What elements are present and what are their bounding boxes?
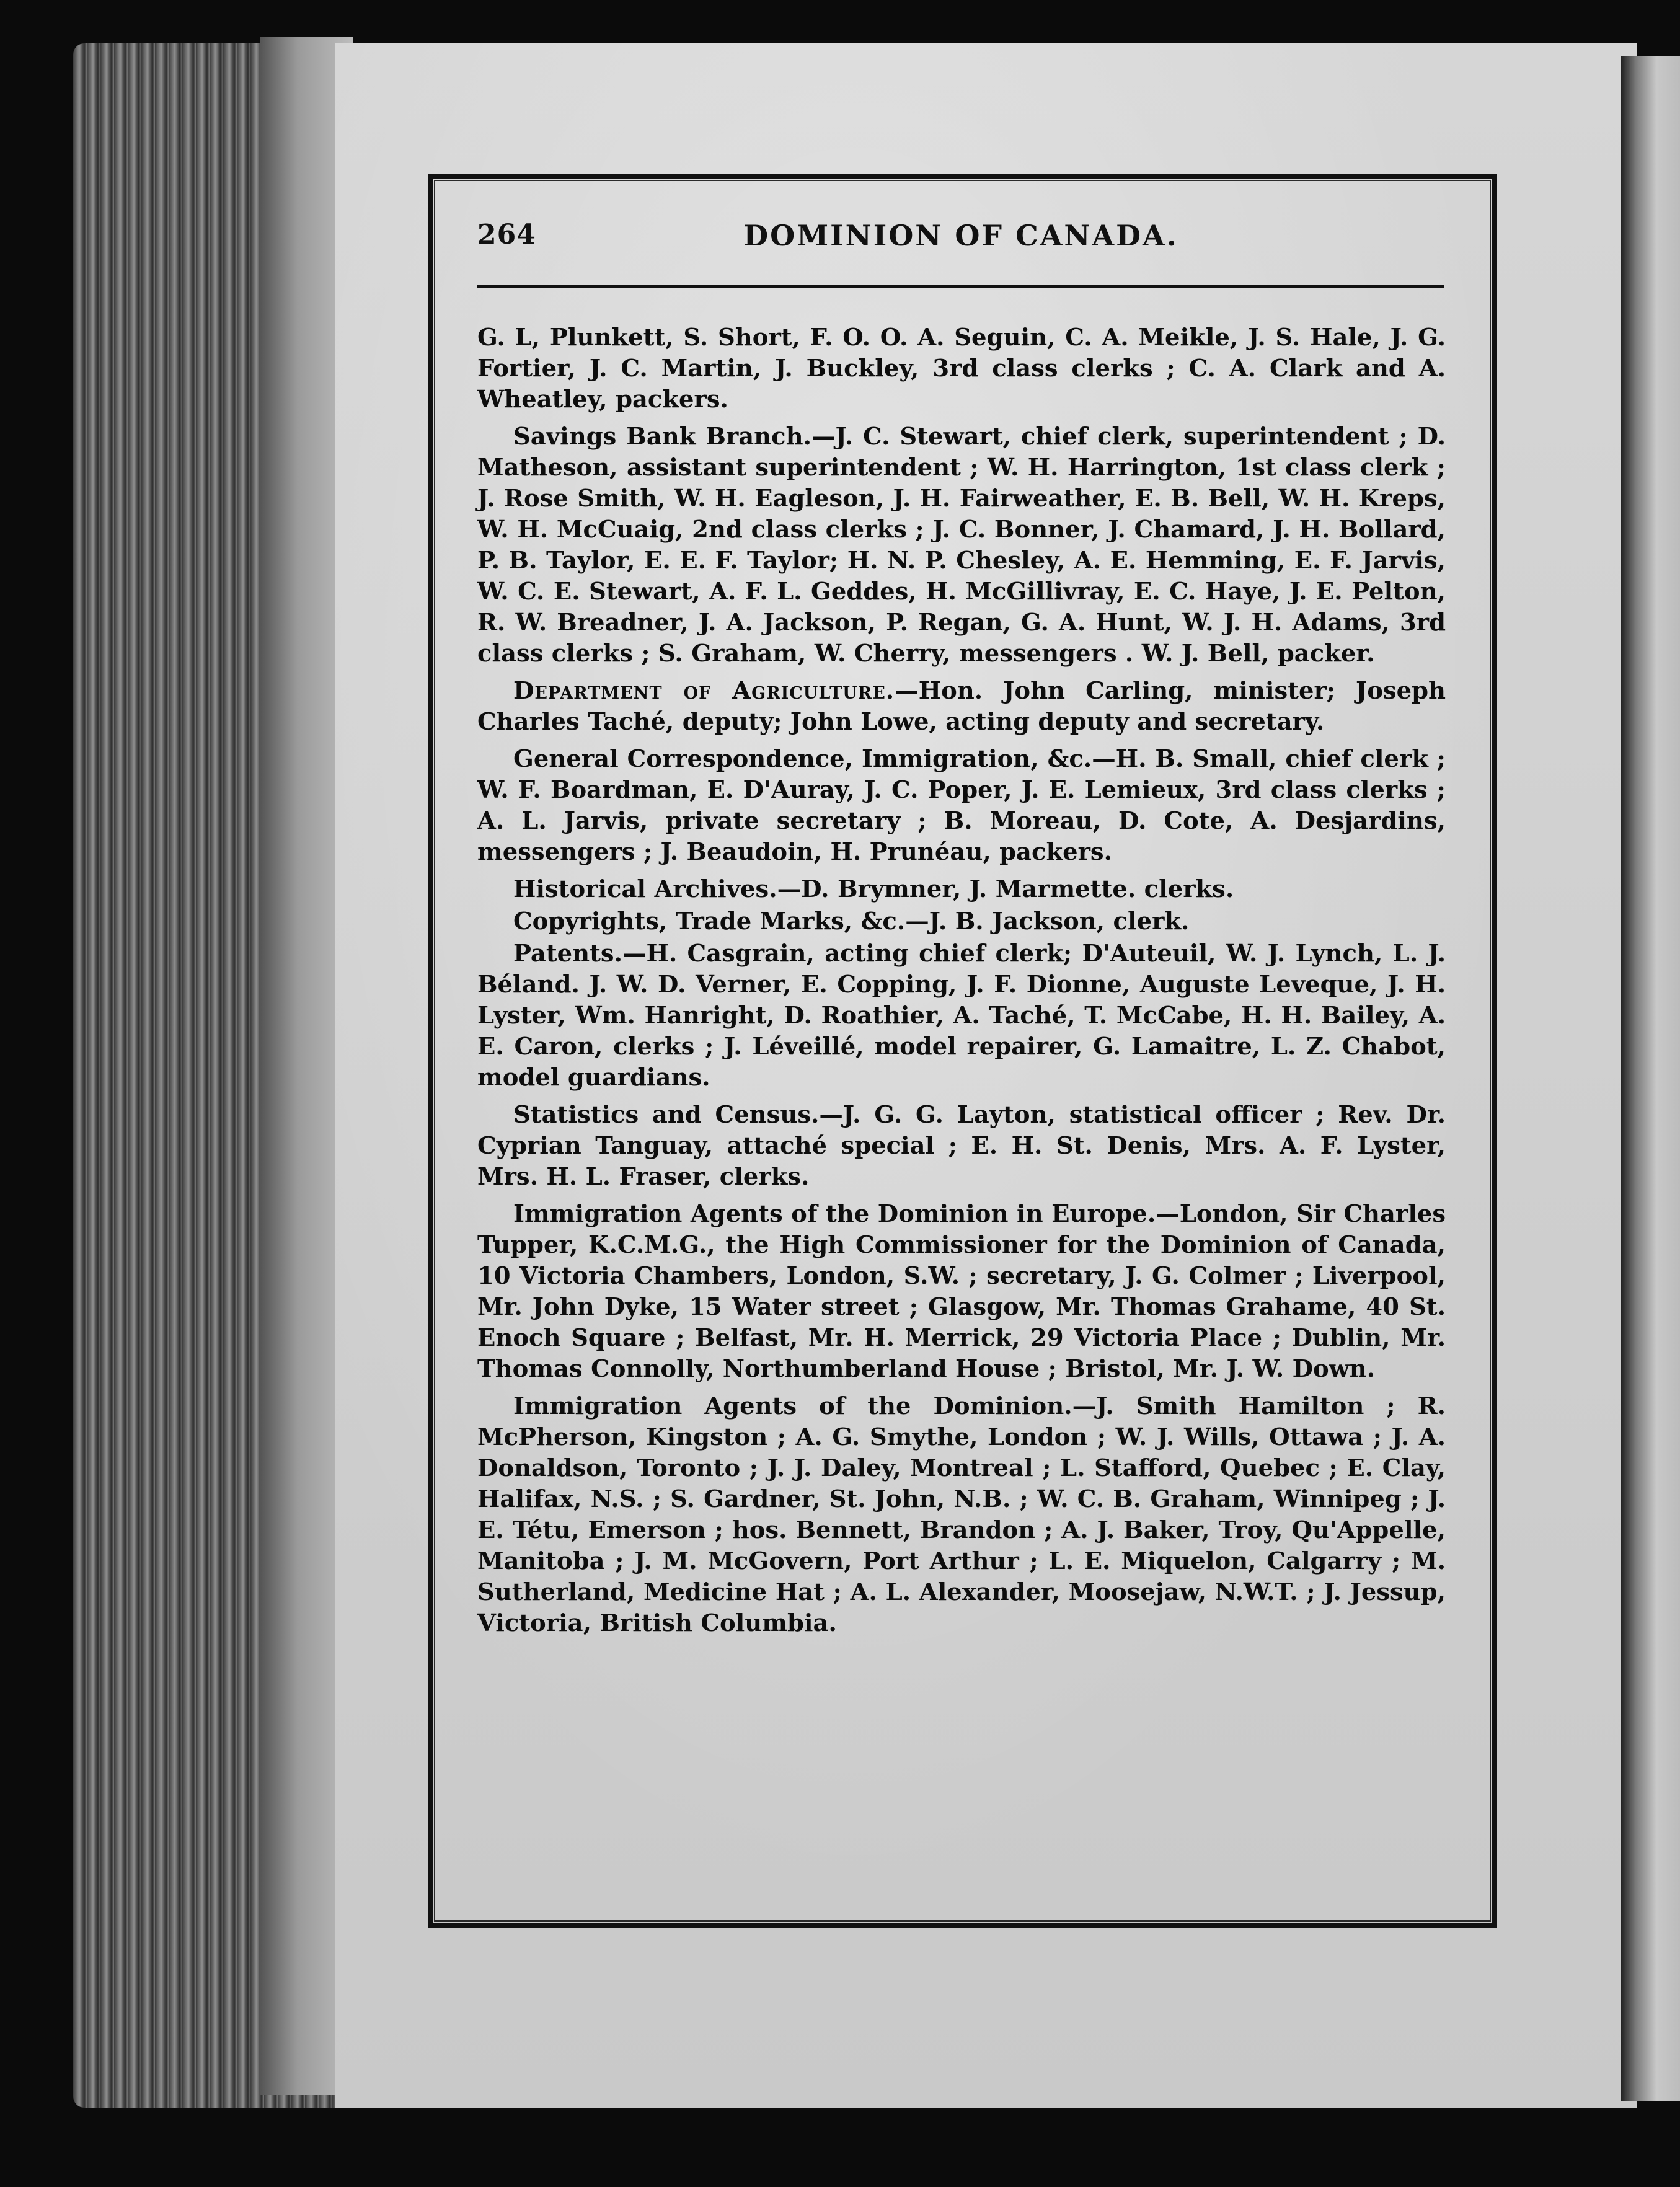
paragraph-department-agriculture: Department of Agriculture.—Hon. John Carling, minister; Joseph Charles Taché, deputy; John Lowe, acting deputy and secretary. [477, 677, 1446, 736]
page-header [477, 214, 1444, 263]
section-heading: Department of Agriculture. [513, 677, 895, 705]
page-number: 264 [477, 219, 536, 250]
paragraph-general-correspondence: General Correspondence, Immigration, &c.—H. B. Small, chief clerk ; W. F. Boardman, E. D'Auray, J. C. Poper, J. E. Lemieux, 3rd class clerks ; A. L. Jarvis, private secretary ; B. Moreau, D. Cote, A. Desjardins, messengers ; J. Beaudoin, H. Prunéau, packers. [477, 745, 1446, 866]
header-rule [477, 285, 1444, 288]
running-title: DOMINION OF CANADA. [743, 219, 1178, 252]
adjacent-page-edge [1621, 56, 1680, 2101]
paragraph-immigration-europe: Immigration Agents of the Dominion in Europe.—London, Sir Charles Tupper, K.C.M.G., the High Commissioner for the Dominion of Canada, 10 Victoria Chambers, London, S.W. ; secretary, J. G. Colmer ; Liverpool, Mr. John Dyke, 15 Water street ; Glasgow, Mr. Thomas Grahame, 40 St. Enoch Square ; Belfast, Mr. H. Merrick, 29 Victoria Place ; Dublin, Mr. Thomas Connolly, Northumberland House ; Bristol, Mr. J. W. Down. [477, 1200, 1446, 1383]
paragraph-historical-archives: Historical Archives.—D. Brymner, J. Marmette. clerks. [513, 875, 1234, 903]
paragraph-savings-bank: Savings Bank Branch.—J. C. Stewart, chief clerk, superintendent ; D. Matheson, assistant superintendent ; W. H. Harrington, 1st class clerk ; J. Rose Smith, W. H. Eagleson, J. H. Fairweather, E. B. Bell, W. H. Kreps, W. H. McCuaig, 2nd class clerks ; J. C. Bonner, J. Chamard, J. H. Bollard, P. B. Taylor, E. E. F. Taylor; H. N. P. Chesley, A. E. Hemming, E. F. Jarvis, W. C. E. Stewart, A. F. L. Geddes, H. McGillivray, E. C. Haye, J. E. Pelton, R. W. Breadner, J. A. Jackson, P. Regan, G. A. Hunt, W. J. H. Adams, 3rd class clerks ; S. Graham, W. Cherry, messengers . W. J. Bell, packer. [477, 423, 1446, 668]
paragraph-finance-clerks: G. L, Plunkett, S. Short, F. O. O. A. Seguin, C. A. Meikle, J. S. Hale, J. G. Fortier, J. C. Martin, J. Buckley, 3rd class clerks ; C. A. Clark and A. Wheatley, packers. [477, 324, 1446, 413]
paragraph-patents: Patents.—H. Casgrain, acting chief clerk; D'Auteuil, W. J. Lynch, L. J. Béland. J. W. D. Verner, E. Copping, J. F. Dionne, Auguste Leveque, J. H. Lyster, Wm. Hanright, D. Roathier, A. Taché, T. McCabe, H. H. Bailey, A. E. Caron, clerks ; J. Léveillé, model repairer, G. Lamaitre, L. Z. Chabot, model guardians. [477, 940, 1446, 1092]
paragraph-statistics-census: Statistics and Census.—J. G. G. Layton, statistical officer ; Rev. Dr. Cyprian Tanguay, attaché special ; E. H. St. Denis, Mrs. A. F. Lyster, Mrs. H. L. Fraser, clerks. [477, 1101, 1446, 1191]
paragraph-immigration-dominion: Immigration Agents of the Dominion.—J. Smith Hamilton ; R. McPherson, Kingston ; A. G. Smythe, London ; W. J. Wills, Ottawa ; J. A. Donaldson, Toronto ; J. J. Daley, Montreal ; L. Stafford, Quebec ; E. Clay, Halifax, N.S. ; S. Gardner, St. John, N.B. ; W. C. B. Graham, Winnipeg ; J. E. Tétu, Emerson ; hos. Bennett, Brandon ; A. J. Baker, Troy, Qu'Appelle, Manitoba ; J. M. McGovern, Port Arthur ; L. E. Miquelon, Calgarry ; M. Sutherland, Medicine Hat ; A. L. Alexander, Moosejaw, N.W.T. ; J. Jessup, Victoria, British Columbia. [477, 1392, 1446, 1637]
paragraph-copyrights: Copyrights, Trade Marks, &c.—J. B. Jackson, clerk. [513, 908, 1190, 935]
directory-text [477, 322, 1446, 1645]
